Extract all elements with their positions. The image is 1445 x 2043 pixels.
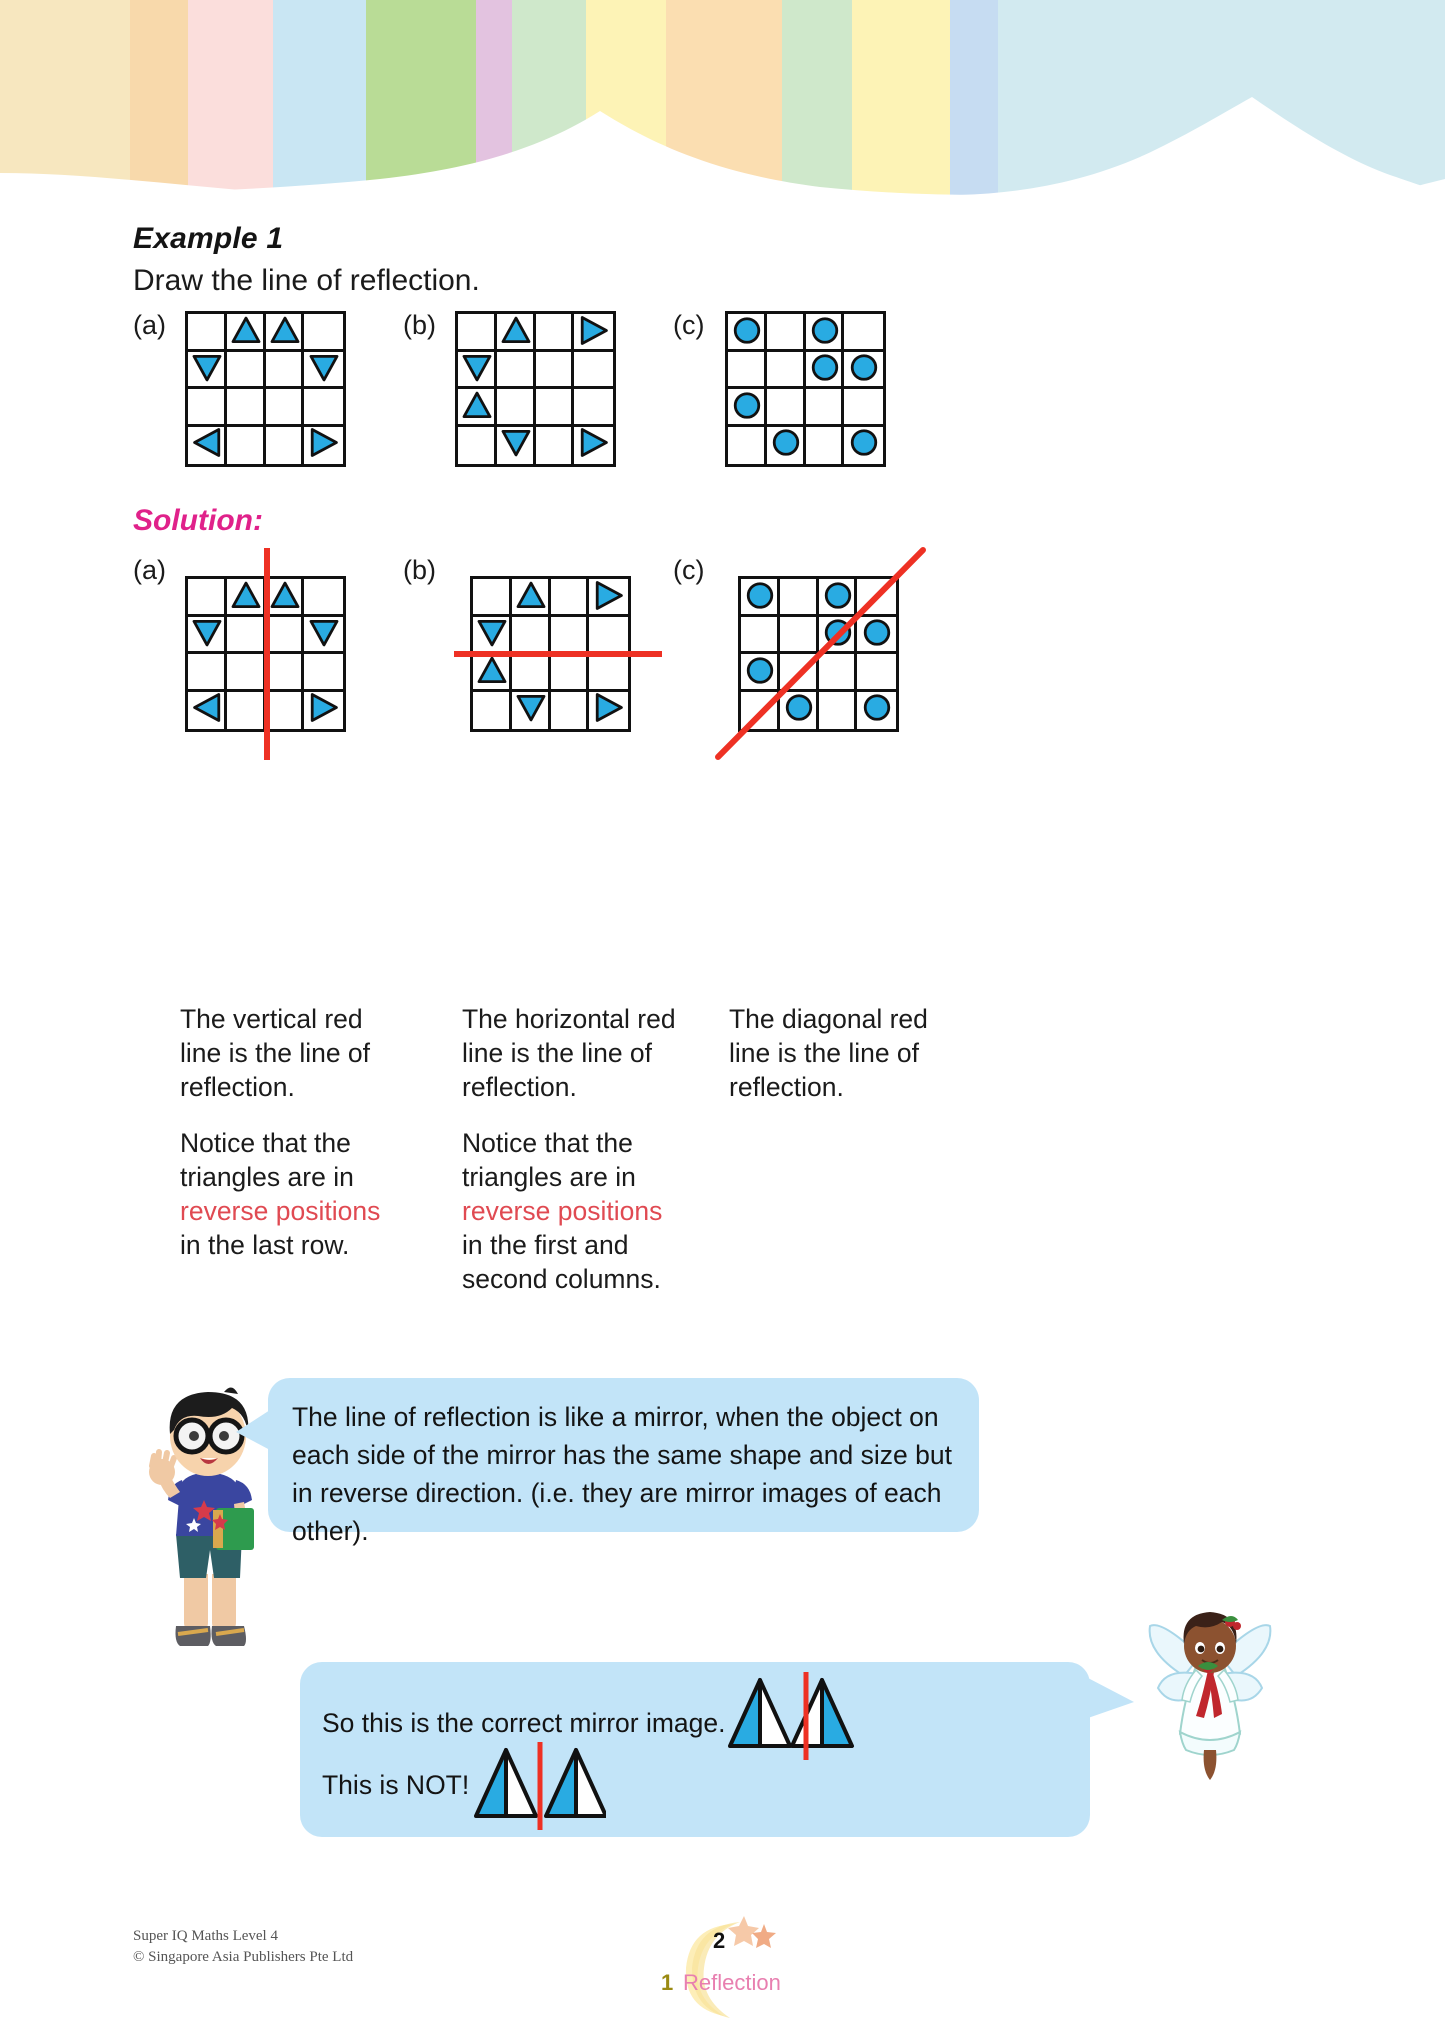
footer-copyright-block [133,1926,353,1968]
question-grid-c [725,311,886,467]
question-a-cell-r4c3 [266,427,305,465]
question-b-cell-r3c3 [536,389,575,427]
boy-speech-bubble [268,1378,979,1546]
question-a-triangle-right-r4c4 [308,427,339,463]
boy-bubble-tail [236,1406,270,1454]
question-b-triangle-up-r1c2 [501,315,532,351]
question-b-cell-r1c3 [536,314,575,352]
solution-b-cell-r1c1 [473,579,512,617]
question-b-triangle-right-r4c4 [578,427,609,463]
question-a-cell-r1c1 [188,314,227,352]
solution-title: Solution: [133,504,263,537]
explanation-a-post: in the last row. [180,1230,350,1260]
question-c-cell-r1c2 [767,314,806,352]
solution-a-cell-r3c1 [188,654,227,692]
footer-book-title: Super IQ Maths Level 4 [133,1928,278,1944]
solution-a-cell-r3c4 [304,654,343,692]
instruction-text: Draw the line of reflection. [133,264,480,297]
explanation-b-highlight: reverse positions [462,1196,663,1226]
explanation-b-line2 [462,1126,682,1296]
explanation-c [729,1002,944,1126]
question-a-cell-r3c2 [227,389,266,427]
chapter-number: 1 [661,1970,674,1995]
correct-mirror-pair [722,1672,860,1760]
example-title: Example 1 [133,222,284,255]
explanation-b [462,1002,682,1318]
question-c-circle-r4c4 [848,427,879,463]
explanation-b-post: in the first and second columns. [462,1230,661,1294]
explanation-c-line1: The diagonal red line is the line of reflection. [729,1004,928,1102]
question-grid-a [185,311,346,467]
fairy-correct-text: So this is the correct mirror image. [322,1708,726,1738]
explanation-a-pre: Notice that the triangles are in [180,1128,354,1192]
question-b-cell-r2c2 [497,352,536,390]
footer-copyright: © Singapore Asia Publishers Pte Ltd [133,1949,354,1965]
solution-a-cell-r3c3 [266,654,305,692]
question-a-triangle-down-r2c4 [308,352,339,388]
question-a-cell-r3c4 [304,389,343,427]
question-b-triangle-up-r3c1 [462,390,493,426]
solution-b-triangle-down-r2c1 [477,617,508,653]
question-b-cell-r2c4 [574,352,613,390]
boy-bubble-text: The line of reflection is like a mirror, when the object on each side of the mirror has the same shape and size but in reverse direction. (i.e. they are mirror images of each other). [292,1402,952,1546]
solution-a-triangle-up-r1c2 [231,580,262,616]
question-c-cell-r4c3 [806,427,845,465]
question-label-a: (a) [133,310,166,340]
solution-a-cell-r1c1 [188,579,227,617]
solution-label-b: (b) [403,555,436,585]
solution-b-cell-r3c2 [512,654,551,692]
fairy-bubble-tail [1088,1672,1134,1730]
solution-b-cell-r2c3 [551,617,590,655]
question-a-triangle-down-r2c1 [192,352,223,388]
question-b-cell-r4c1 [458,427,497,465]
reflection-line-horizontal [454,651,662,657]
question-c-cell-r4c1 [728,427,767,465]
incorrect-mirror-pair [468,1740,606,1830]
question-a-cell-r2c2 [227,352,266,390]
question-c-circle-r2c3 [809,352,840,388]
solution-a-triangle-down-r2c4 [308,617,339,653]
question-a-cell-r3c1 [188,389,227,427]
question-c-circle-r3c1 [732,390,763,426]
solution-a-cell-r2c3 [266,617,305,655]
page-number: 2 [713,1928,726,1953]
explanation-a [180,1002,395,1284]
solution-label-c: (c) [673,555,705,585]
question-c-circle-r2c4 [848,352,879,388]
solution-b-cell-r3c4 [589,654,628,692]
question-a-triangle-left-r4c1 [192,427,223,463]
solution-a-triangle-down-r2c1 [192,617,223,653]
question-c-cell-r1c4 [844,314,883,352]
solution-a-cell-r4c2 [227,692,266,730]
solution-a-cell-r2c2 [227,617,266,655]
explanation-a-line1: The vertical red line is the line of reflection. [180,1004,371,1102]
question-grid-b [455,311,616,467]
solution-b-triangle-right-r4c4 [593,692,624,728]
explanation-b-pre: Notice that the triangles are in [462,1128,636,1192]
fairy-character-illustration [1140,1604,1280,1790]
question-c-cell-r2c2 [767,352,806,390]
question-a-cell-r1c4 [304,314,343,352]
question-b-cell-r1c1 [458,314,497,352]
solution-b-cell-r4c1 [473,692,512,730]
question-a-cell-r2c3 [266,352,305,390]
reflection-line-vertical [264,548,270,760]
solution-b-cell-r1c3 [551,579,590,617]
question-c-circle-r1c3 [809,315,840,351]
reflection-line-diagonal [710,540,935,765]
solution-label-a: (a) [133,555,166,585]
solution-a-triangle-left-r4c1 [192,692,223,728]
question-label-c: (c) [673,310,705,340]
question-a-cell-r3c3 [266,389,305,427]
explanation-a-highlight: reverse positions [180,1196,381,1226]
solution-b-triangle-up-r1c2 [516,580,547,616]
question-b-cell-r3c2 [497,389,536,427]
solution-a-cell-r1c4 [304,579,343,617]
question-b-triangle-right-r1c4 [578,315,609,351]
question-c-circle-r4c2 [771,427,802,463]
question-b-triangle-down-r2c1 [462,352,493,388]
question-b-cell-r4c3 [536,427,575,465]
question-b-cell-r2c3 [536,352,575,390]
question-c-circle-r1c1 [732,315,763,351]
banner-scallop-mask [0,75,1445,195]
question-a-triangle-up-r1c3 [269,315,300,351]
explanation-a-line2 [180,1126,395,1262]
solution-b-cell-r4c3 [551,692,590,730]
question-label-b: (b) [403,310,436,340]
question-b-triangle-down-r4c2 [501,427,532,463]
solution-a-triangle-up-r1c3 [269,580,300,616]
solution-b-triangle-right-r1c4 [593,580,624,616]
fairy-not-text: This is NOT! [322,1770,470,1800]
chapter-name: Reflection [683,1970,781,1995]
question-a-cell-r4c2 [227,427,266,465]
solution-b-triangle-up-r3c1 [477,655,508,691]
solution-b-cell-r3c3 [551,654,590,692]
solution-b-triangle-down-r4c2 [516,692,547,728]
question-c-cell-r3c4 [844,389,883,427]
solution-a-cell-r3c2 [227,654,266,692]
question-c-cell-r3c3 [806,389,845,427]
solution-a-cell-r4c3 [266,692,305,730]
fairy-speech-bubble [300,1662,1090,1837]
solution-a-triangle-right-r4c4 [308,692,339,728]
question-c-cell-r2c1 [728,352,767,390]
question-c-cell-r3c2 [767,389,806,427]
solution-b-cell-r2c2 [512,617,551,655]
explanation-b-line1: The horizontal red line is the line of reflection. [462,1004,676,1102]
decorative-banner [0,0,1445,195]
solution-b-cell-r2c4 [589,617,628,655]
question-a-triangle-up-r1c2 [231,315,262,351]
question-b-cell-r3c4 [574,389,613,427]
